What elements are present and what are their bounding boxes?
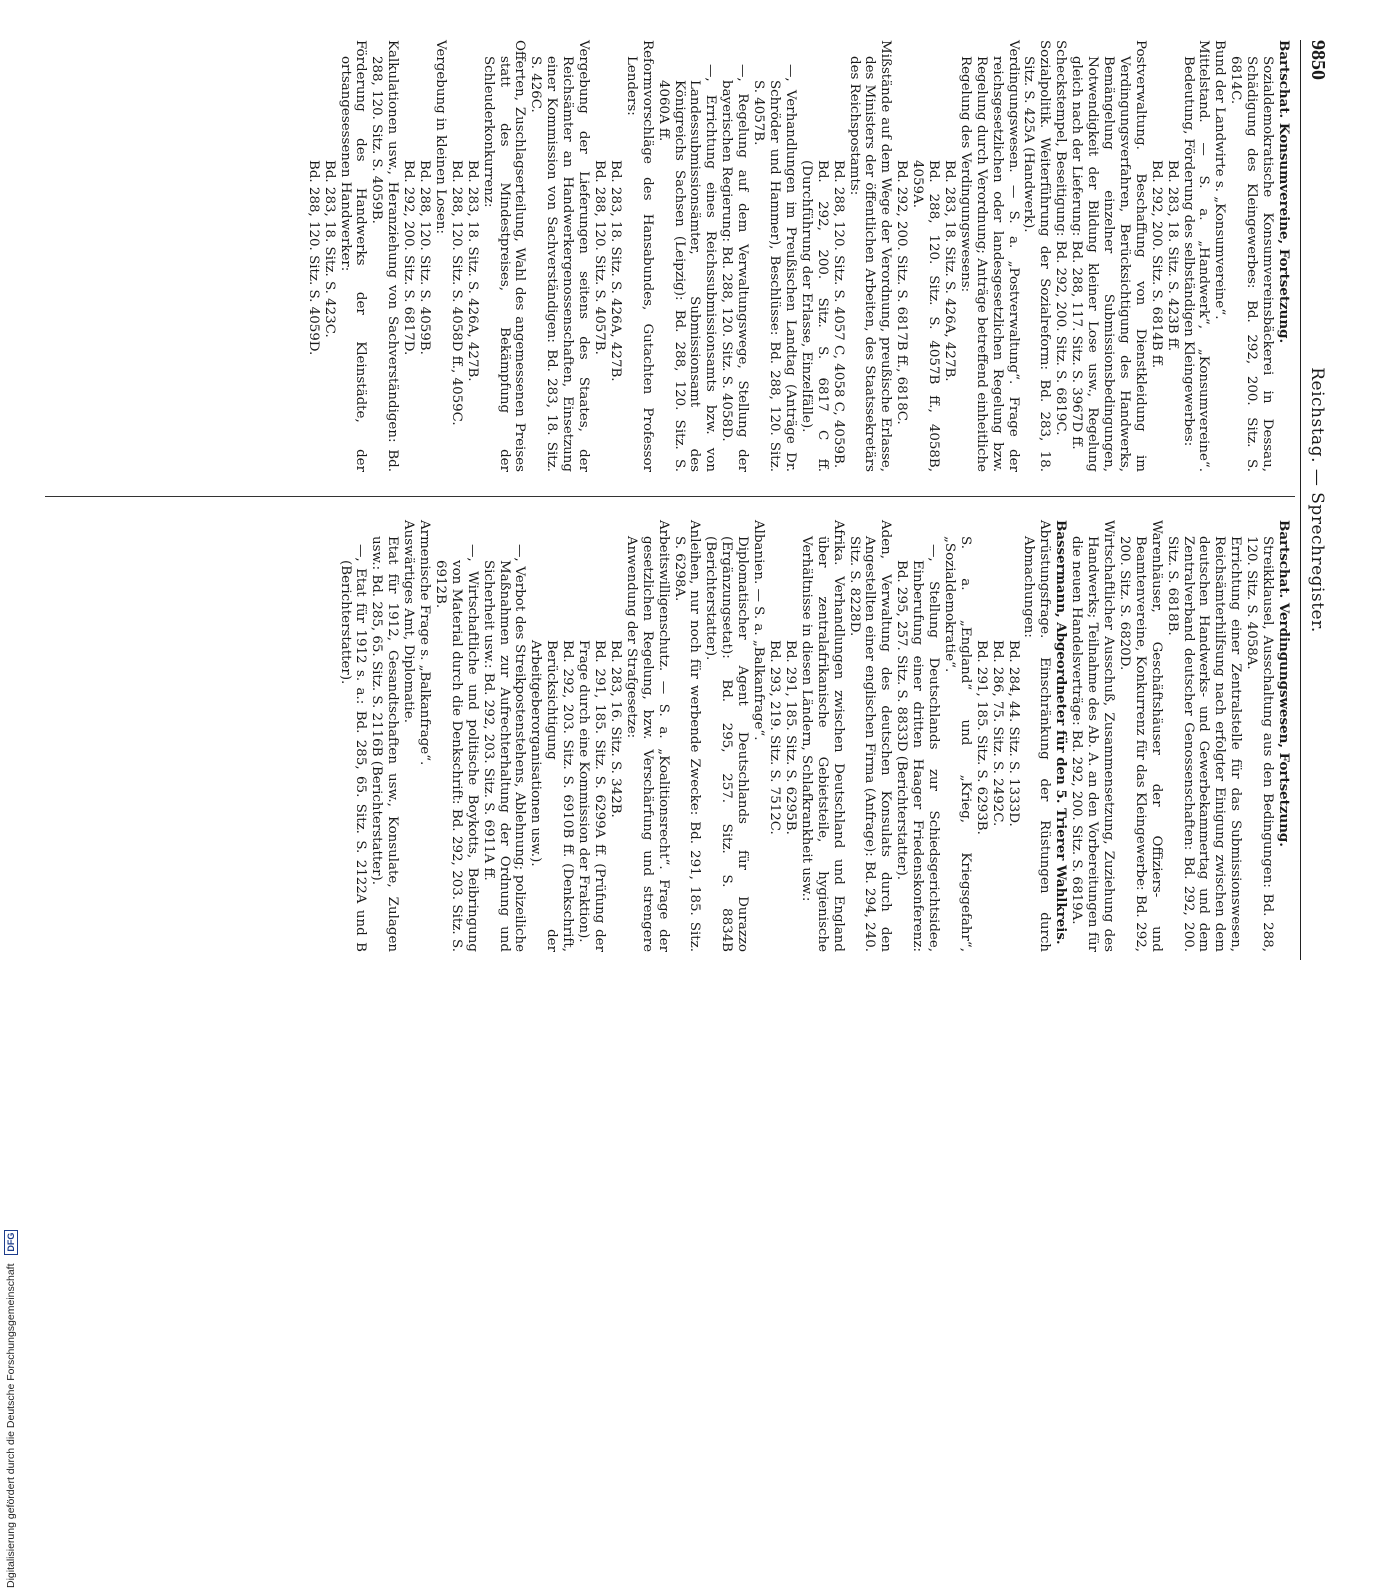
digitization-footer: [4, 608, 22, 1588]
left-column-entry: Bd. 288, 120. Sitz. S. 4059B.: [417, 160, 433, 355]
left-column-entry: Bd. 288, 120. Sitz. S. 4057 C, 4058 C, 4059B.: [830, 160, 846, 469]
right-column-entry: Bassermann, Abgeordneter für den 5. Trierer Wahlkreis.: [1053, 520, 1070, 945]
right-column-entry: Streikklausel, Ausschaltung aus den Bedingungen: Bd. 288, 120. Sitz. S. 4058A.: [1244, 536, 1276, 952]
right-column-entry: —, Wirtschaftliche und politische Boykotts, Beibringung von Material durch die Denkschrift: Bd. 292, 203. Sitz. S. 6912B.: [432, 544, 480, 952]
right-column-entry: Abrüstungsfrage. Einschränkung der Rüstungen durch Abmachungen:: [1021, 520, 1053, 952]
left-column-entry: Offerten, Zuschlagserteilung, Wahl des angemessenen Preises statt des Mindestpreises, Bekämpfung der Schleuderkonkurrenz:: [480, 40, 528, 472]
left-column-entry: Bd. 292, 200. Sitz. S. 6817D.: [401, 160, 417, 356]
right-column-entry: Bd. 291, 185. Sitz. S. 6299A ff. (Prüfung der Frage durch eine Kommission der Fraktion).: [576, 640, 608, 952]
right-column-entry: Auswärtiges Amt, Diplomatie.: [401, 520, 417, 724]
left-column-entry: Bd. 288, 120. Sitz. S. 4057B.: [592, 160, 608, 355]
left-column-entry: Bd. 288, 120. Sitz. S. 4059D.: [305, 160, 321, 356]
right-column-entry: Anleihen, nur noch für werbende Zwecke: Bd. 291, 185. Sitz. S. 6298A.: [671, 520, 703, 952]
right-column-entry: Bd. 284, 44. Sitz. S. 1333D.: [1005, 640, 1021, 827]
left-column-entry: Bd. 292, 200. Sitz. S. 6814B ff.: [1148, 160, 1164, 369]
dfg-logo: DFG: [4, 1230, 18, 1255]
right-column-entry: Wirtschaftlicher Ausschuß, Zusammensetzung, Zuziehung des Handwerks; Teilnahme des Ab. A. an den Vorbereitungen für die neuen Handelsverträge: Bd. 292, 200. Sitz. S. 6819A.: [1069, 520, 1117, 952]
footer-text: Digitalisierung gefördert durch die Deutsche Forschungsgemeinschaft: [5, 1263, 17, 1588]
right-text-column: [337, 520, 1291, 952]
right-column-entry: Diplomatischer Agent Deutschlands für Durazzo (Ergänzungsetat): Bd. 295, 257. Sitz. S. 8834B (Berichterstatter).: [703, 536, 751, 952]
rotated-page-content: [35, 40, 1335, 960]
right-column-entry: Etat für 1912, Gesandtschaften usw., Konsulate, Zulagen usw.: Bd. 285, 65. Sitz. S. 2116B (Berichterstatter).: [369, 536, 401, 952]
left-column-entry: Reformvorschläge des Hansabundes, Gutachten Professor Lenders:: [623, 40, 655, 472]
right-column-entry: Bartschat. Verdingungswesen, Fortsetzung.: [1276, 520, 1292, 847]
left-column-entry: Bd. 283, 18. Sitz. S. 426A, 427B.: [464, 160, 480, 382]
left-column-entry: Mittelstand. — S. a. „Handwerk“, „Konsumvereine“. Bedeutung, Förderung des selbständigen Kleingewerbes:: [1180, 40, 1212, 472]
page-number: 9850: [1307, 40, 1329, 80]
right-column-entry: Arbeitswilligenschutz. — S. a. „Koalitionsrecht“. Frage der gesetzlichen Regelung, bzw. Verschärfung und strengere Anwendung der Strafgesetze:: [623, 520, 671, 952]
right-column-entry: Albanien. — S. a. „Balkanfrage“.: [751, 520, 767, 741]
left-column-entry: Verdingungswesen. — S. a. „Postverwaltung“. Frage der reichsgesetzlichen oder landesgesetzlichen Regelung bzw. Regelung durch Verordnung; Anträge betreffend einheitliche Regelung des Verdingungswesens:: [957, 40, 1021, 472]
left-column-entry: Bd. 283, 18. Sitz. S. 423B ff.: [1164, 160, 1180, 352]
left-column-entry: Sozialdemokratische Konsumvereinsbäckerei in Dessau, Schädigung des Kleingewerbes: Bd. 292, 200. Sitz. S. 6814C.: [1228, 56, 1276, 472]
left-column-entry: Bd. 288, 120. Sitz. S. 4057B ff., 4058B, 4059A.: [910, 160, 942, 472]
left-column-entry: —, Verhandlungen im Preußischen Landtag (Anträge Dr. Schröder und Hammer), Beschlüsse: Bd. 288, 120. Sitz. S. 4057B.: [751, 64, 798, 472]
left-column-entry: Bd. 292, 200. Sitz. S. 6817B ff., 6818C.: [894, 160, 910, 425]
left-column-entry: Bund der Landwirte s. „Konsumvereine“.: [1212, 40, 1228, 320]
running-head: Reichstag. — Sprechregister.: [1307, 367, 1327, 633]
left-column-entry: Scheckstempel, Beseitigung: Bd. 292, 200. Sitz. S. 6819C.: [1053, 40, 1069, 436]
left-text-column: [305, 40, 1291, 472]
right-column-entry: Bd. 283, 16. Sitz. S. 342B.: [607, 640, 623, 818]
right-column-entry: —, Etat für 1912 s. a.: Bd. 285, 65. Sitz. S. 2122A und B (Berichterstatter).: [337, 544, 369, 952]
left-column-entry: Sozialpolitik. Weiterführung der Sozialreform: Bd. 283, 18. Sitz. S. 425A (Handwerk).: [1021, 40, 1053, 472]
right-column-entry: Bd. 286, 75. Sitz. S. 2492C.: [989, 640, 1005, 827]
right-column-entry: Bd. 291, 185. Sitz. S. 6295B.: [782, 640, 798, 835]
left-column-entry: Bd. 283, 18. Sitz. S. 426A, 427B.: [607, 160, 623, 382]
left-column-entry: Bd. 288, 120. Sitz. S. 4058D ff., 4059C.: [448, 160, 464, 426]
right-column-entry: Armenische Frage s. „Balkanfrage“.: [417, 520, 433, 766]
right-column-entry: Warenhäuser, Geschäftshäuser der Offiziers- und Beamtenvereine, Konkurrenz für das Kleingewerbe: Bd. 292, 200. Sitz. S. 6820D.: [1116, 520, 1164, 952]
left-column-entry: Bd. 283, 18. Sitz. S. 426A, 427B.: [941, 160, 957, 382]
page-header: [1300, 40, 1335, 960]
right-column-entry: —, Stellung Deutschlands zur Schiedsgerichtsidee, Einberufung einer dritten Haager Friedenskonferenz: Bd. 295, 257. Sitz. S. 8833D (Berichterstatter).: [894, 544, 942, 952]
right-column-entry: Bd. 292, 203. Sitz. S. 6910B ff. (Denkschrift, Berücksichtigung der Arbeitgeberorganisationen usw.).: [528, 640, 576, 952]
right-column-entry: Afrika. Verhandlungen zwischen Deutschland und England über zentralafrikanische Gebietsteile, hygienische Verhältnisse in diesen Ländern, Schlafkrankheit usw.:: [798, 520, 846, 952]
left-column-entry: Vergebung der Lieferungen seitens des Staates, der Reichsämter an Handwerkergenossenschaften, Einsetzung einer Kommission von Sachverständigen: Bd. 283, 18. Sitz. S. 426C.: [528, 40, 592, 472]
right-column-entry: Aden, Verwaltung des deutschen Konsulats durch den Angestellten einer englischen Firma (Anfrage): Bd. 294, 240. Sitz. S. 8228D.: [846, 520, 894, 952]
left-column-entry: —, Regelung auf dem Verwaltungswege, Stellung der bayerischen Regierung: Bd. 288, 120. Sitz. S. 4058D.: [719, 64, 751, 472]
left-column-entry: Bartschat. Konsumvereine, Fortsetzung.: [1276, 40, 1292, 344]
left-column-entry: Förderung des Handwerks der Kleinstädte, der ortsangesessenen Handwerker:: [337, 40, 369, 472]
column-divider: [45, 496, 1295, 497]
right-column-entry: Bd. 293, 219. Sitz. S. 7512C.: [767, 640, 782, 835]
left-column-entry: Mißstände auf dem Wege der Verordnung, preußische Erlasse, des Ministers der öffentlichen Arbeiten, des Staatssekretärs des Reichspostamts:: [846, 40, 894, 472]
left-column-entry: —, Errichtung eines Reichssubmissionsamts bzw. von Landessubmissionsämter, Submissionsamt des Königreichs Sachsen (Leipzig): Bd. 288, 120. Sitz. S. 4060A ff.: [655, 64, 719, 472]
right-column-entry: Bd. 291, 185. Sitz. S. 6293B.: [973, 640, 989, 835]
left-column-entry: Postverwaltung. Beschaffung von Dienstkleidung im Verdingungsverfahren, Berücksichtigung des Handwerks, Bemängelung einzelner Submissionsbedingungen, Notwendigkeit der Bildung kleiner Lose usw., Regelung gleich nach der Lieferung: Bd. 288, 117. Sitz. S. 3967D ff.: [1069, 40, 1148, 472]
left-column-entry: Vergebung in kleinen Losen:: [432, 40, 448, 234]
left-column-entry: Bd. 283, 18. Sitz. S. 423C.: [321, 160, 337, 338]
right-column-entry: —, Verbot des Streikpostenstehens, Ablehnung; polizeiliche Maßnahmen zur Aufrechterhaltung der Ordnung und Sicherheit usw.: Bd. 292, 203. Sitz. S. 6911A ff.: [480, 544, 528, 952]
left-column-entry: Kalkulationen usw., Heranziehung von Sachverständigen: Bd. 288, 120. Sitz. S. 4059B.: [369, 40, 401, 472]
left-column-entry: Bd. 292, 200. Sitz. S. 6817 C ff. (Durchführung der Erlasse, Einzelfälle).: [798, 160, 830, 472]
right-column-entry: S. a. „England“ und „Krieg, Kriegsgefahr“, „Sozialdemokratie“.: [941, 536, 973, 952]
right-column-entry: Errichtung einer Zentralstelle für das Submissionswesen, Reichsämterhilfsung nach erfolgter Einigung zwischen dem deutschen Handwerks- und Gewerbekammertag und dem Zentralverband deutscher Genossenschaften: Bd. 292, 200. Sitz. S. 6818B.: [1164, 536, 1244, 952]
